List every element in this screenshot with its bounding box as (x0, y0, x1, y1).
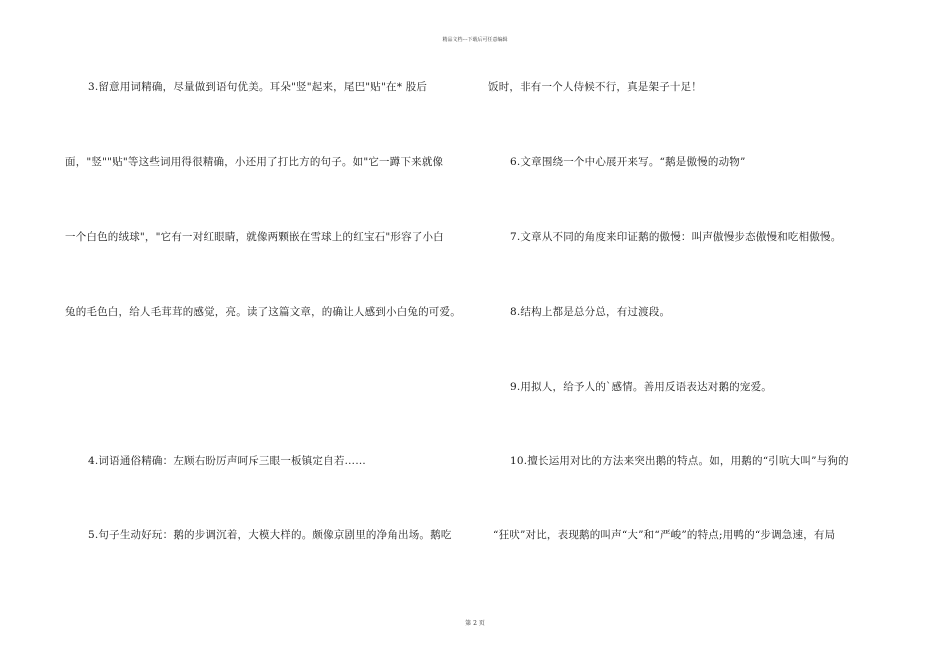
right-line-4: 8.结构上都是总分总，有过渡段。 (510, 306, 671, 318)
page-number: 第 2 页 (465, 620, 485, 627)
left-line-6: 5.句子生动好玩：鹅的步调沉着，大模大样的。颇像京剧里的净角出场。鹅吃 (88, 529, 452, 541)
right-line-2: 6.文章围绕一个中心展开来写。“鹅是傲慢的动物” (510, 156, 746, 168)
right-line-5: 9.用拟人，给予人的`感情。善用反语表达对鹅的宠爱。 (510, 381, 772, 393)
page-header: 精品文档---下载后可任意编辑 (442, 37, 508, 43)
right-line-1: 饭时，非有一个人侍候不行，真是架子十足！ (488, 81, 702, 93)
right-line-3: 7.文章从不同的角度来印证鹅的傲慢：叫声傲慢步态傲慢和吃相傲慢。 (510, 231, 842, 243)
left-line-2: 面，"竖""贴"等这些词用得很精确，小还用了打比方的句子。如"它一蹲下来就像 (65, 156, 444, 168)
left-line-3: 一个白色的绒球"，"它有一对红眼睛，就像两颗嵌在雪球上的红宝石"形容了小白 (65, 231, 444, 243)
left-line-1: 3.留意用词精确，尽量做到语句优美。耳朵"竖"起来，尾巴"贴"在* 股后 (88, 81, 428, 93)
left-line-5: 4.词语通俗精确：左顾右盼厉声呵斥三眼一板镇定自若…… (88, 455, 366, 467)
right-line-6: 10.擅长运用对比的方法来突出鹅的特点。如，用鹅的“引吭大叫”与狗的 (510, 455, 849, 467)
right-line-7: “狂吠”对比，表现鹅的叫声“大”和“严峻”的特点;用鸭的“步调急速，有局 (493, 529, 836, 541)
left-line-4: 兔的毛色白，给人毛茸茸的感觉，亮。读了这篇文章，的确让人感到小白兔的可爱。 (65, 306, 461, 318)
